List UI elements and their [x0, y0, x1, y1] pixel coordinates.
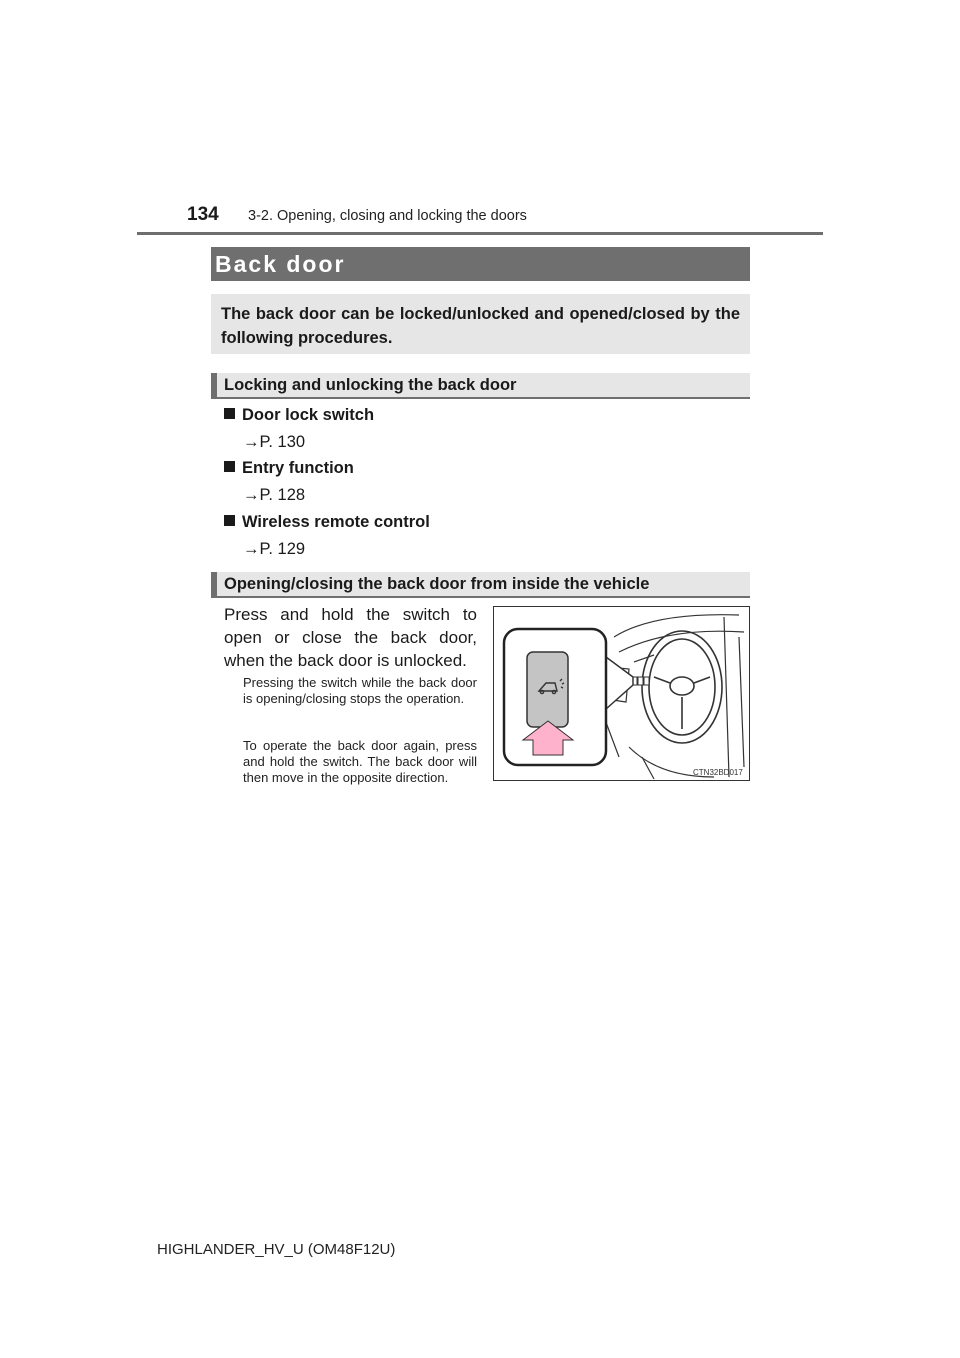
page-reference: →P. 128	[243, 486, 306, 504]
steering-wheel-switch-illustration	[494, 607, 750, 781]
header-rule	[137, 232, 823, 235]
item-label: Entry function	[242, 459, 354, 477]
square-bullet-icon	[224, 461, 235, 472]
dashboard-figure	[493, 606, 750, 781]
list-item-door-lock-switch	[224, 406, 374, 425]
subheading-bar	[211, 373, 217, 397]
item-label: Wireless remote control	[242, 513, 430, 531]
note-text: Pressing the switch while the back door is opening/closing stops the operation.	[243, 675, 477, 706]
subheading-locking-text: Locking and unlocking the back door	[224, 376, 517, 394]
subheading-locking	[211, 373, 750, 399]
page-reference: →P. 129	[243, 540, 306, 558]
item-label: Door lock switch	[242, 406, 375, 424]
square-bullet-icon	[224, 515, 235, 526]
square-bullet-icon	[224, 408, 235, 419]
figure-code: CTN32BD017	[693, 768, 743, 777]
subheading-bar	[211, 572, 217, 596]
note-text: To operate the back door again, press and hold the switch. The back door will then move in the opposite direction.	[243, 738, 477, 785]
chapter-title: 3-2. Opening, closing and locking the doors	[248, 208, 527, 224]
subheading-opening	[211, 572, 750, 598]
intro-text: The back door can be locked/unlocked and opened/closed by the following procedures.	[221, 305, 740, 347]
page-reference: →P. 130	[243, 433, 306, 451]
page-number: 134	[187, 204, 219, 225]
body-text: Press and hold the switch to open or close the back door, when the back door is unlocked.	[224, 605, 477, 670]
footer: HIGHLANDER_HV_U (OM48F12U)	[157, 1241, 396, 1258]
list-item-entry-function	[224, 459, 354, 478]
subheading-opening-text: Opening/closing the back door from inside the vehicle	[224, 575, 650, 593]
list-item-wireless-remote	[224, 513, 430, 532]
section-title: Back door	[215, 251, 346, 277]
